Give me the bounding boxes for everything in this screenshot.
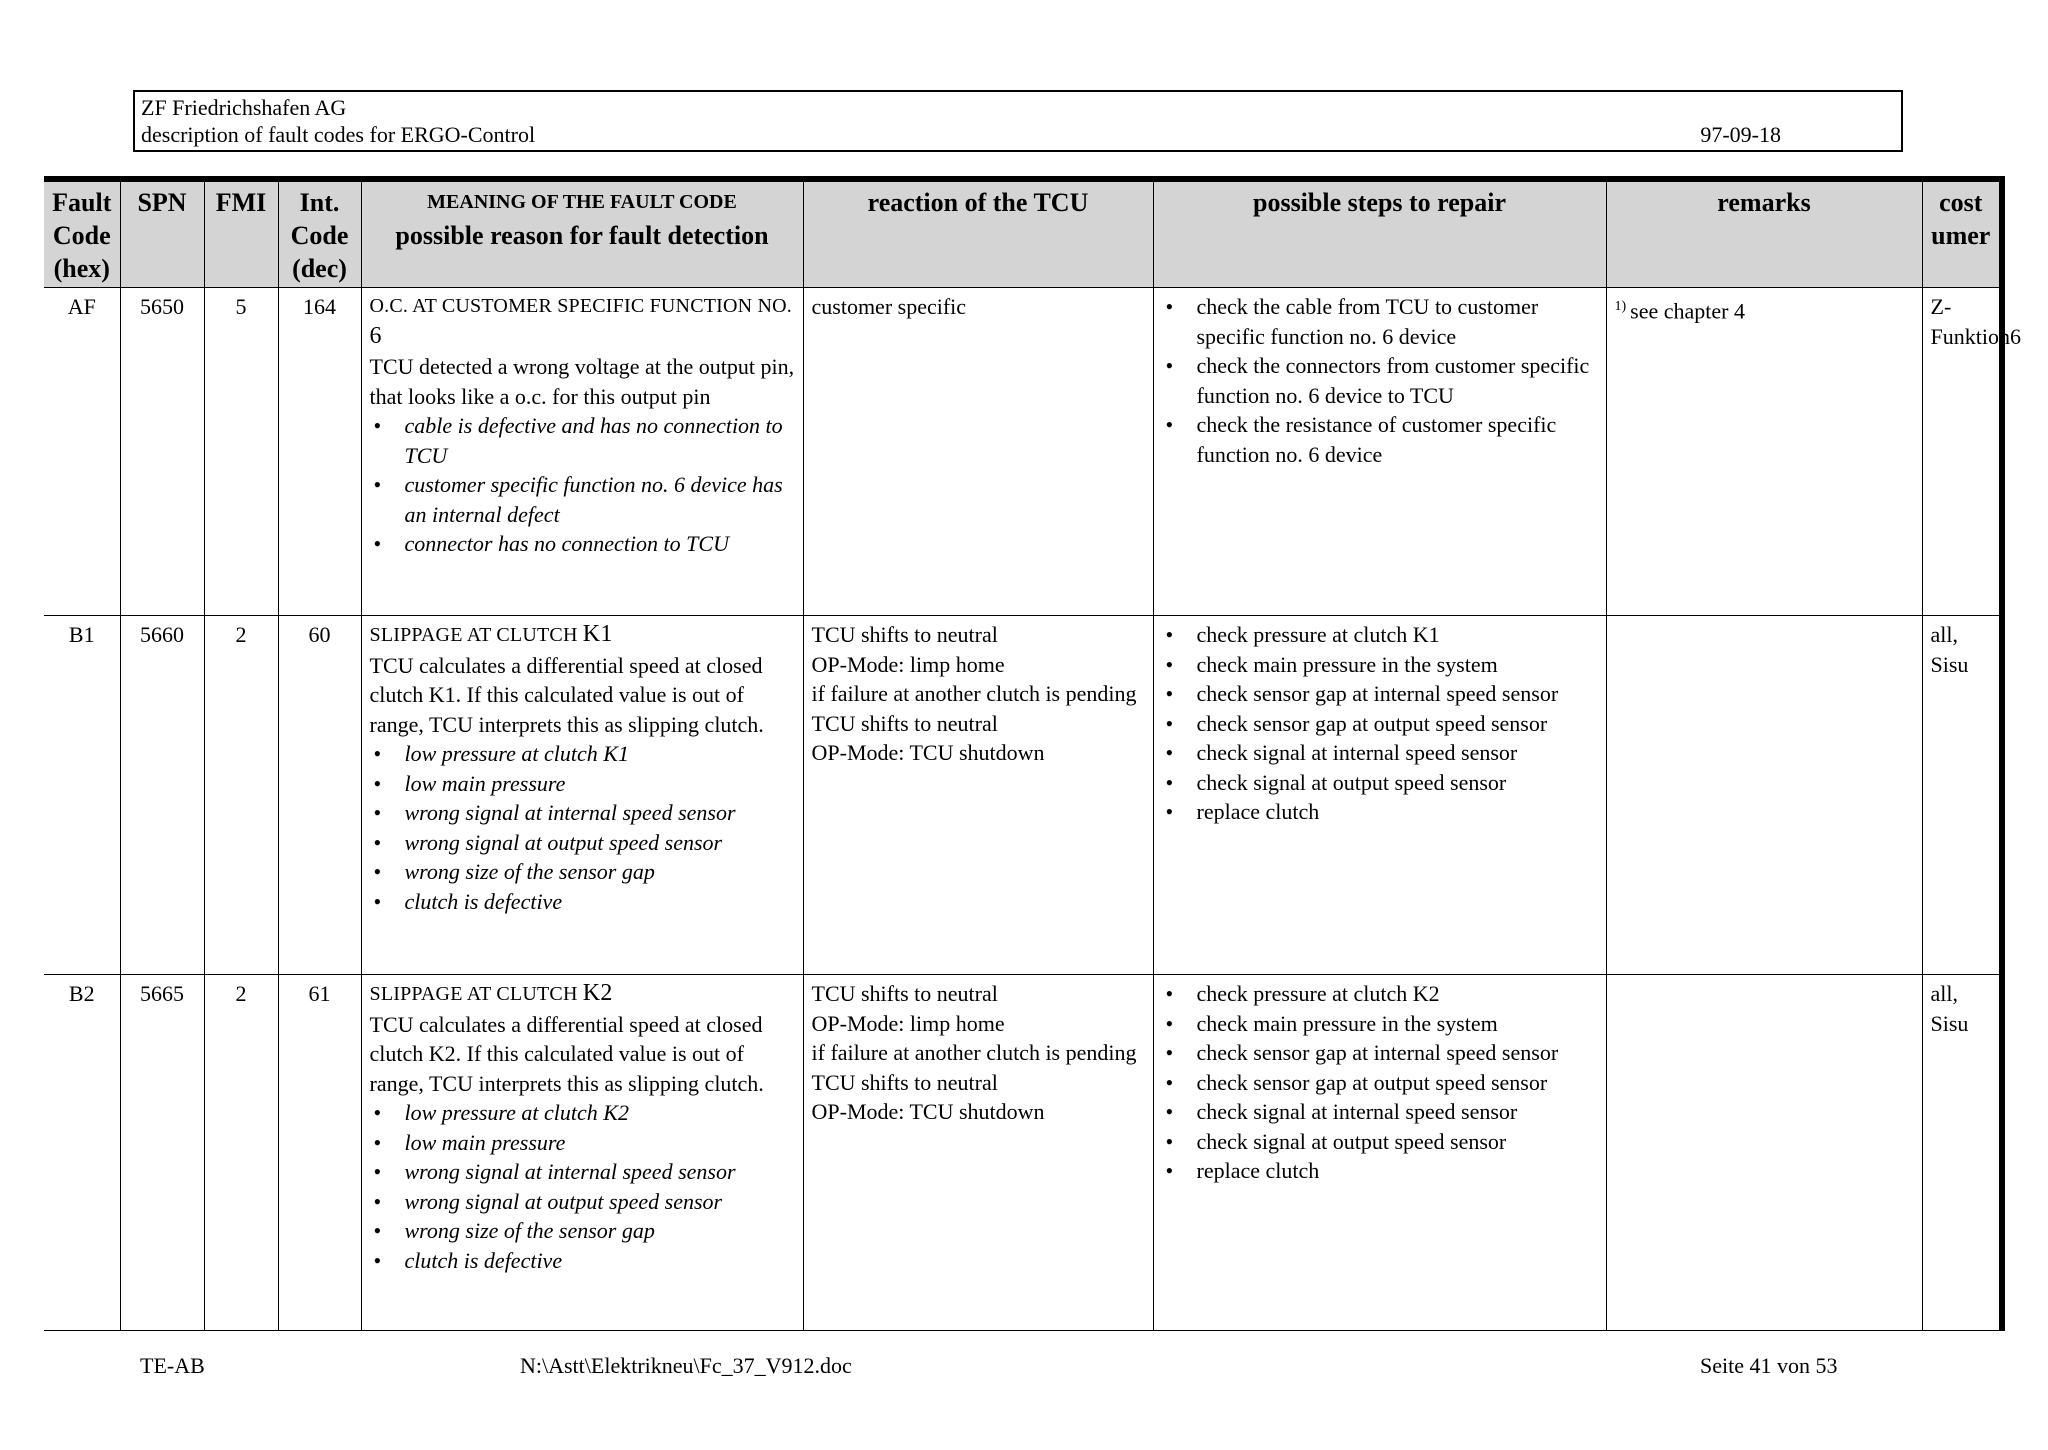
repair-step-item: • check main pressure in the system (1162, 1009, 1598, 1039)
footer-page-number: Seite 41 von 53 (1700, 1353, 1838, 1378)
cause-item: • wrong signal at output speed sensor (370, 1187, 795, 1217)
reaction-line: OP-Mode: limp home (811, 1010, 1005, 1036)
remarks-cell (1606, 288, 1922, 616)
repair-step-item: • check main pressure in the system (1162, 650, 1598, 680)
repair-step-item: • check pressure at clutch K1 (1162, 620, 1598, 650)
cause-item: • customer specific function no. 6 device has an internal defect (370, 470, 795, 529)
meaning-cell (361, 288, 803, 616)
reaction-cell (803, 288, 1153, 616)
repair-step-list (1162, 979, 1598, 1186)
header-meaning-bottom: possible reason for fault detection (395, 221, 769, 250)
reaction-line: if failure at another clutch is pending (811, 681, 1137, 706)
reaction-line: OP-Mode: limp home (811, 651, 1005, 677)
repair-cell (1153, 288, 1606, 616)
customer-cell: all, Sisu (1922, 616, 2002, 975)
reaction-line: TCU shifts to neutral (811, 981, 998, 1006)
reaction-line: TCU shifts to neutral (811, 1069, 998, 1095)
cause-item: • clutch is defective (370, 1246, 795, 1276)
cause-list (370, 411, 795, 559)
reaction-line: if failure at another clutch is pending (811, 1040, 1137, 1065)
repair-step-item: • check sensor gap at output speed sensor (1162, 709, 1598, 739)
repair-step-item: • check signal at output speed sensor (1162, 768, 1598, 798)
header-fault-code: Fault Code (hex) (44, 179, 120, 288)
fault-code-table (44, 176, 2021, 1331)
repair-step-item: • check the cable from TCU to customer specific function no. 6 device (1162, 292, 1598, 351)
customer-cell: all, Sisu (1922, 975, 2002, 1331)
fmi-cell: 2 (204, 616, 278, 975)
cause-item: • wrong signal at internal speed sensor (370, 798, 795, 828)
fault-description: TCU detected a wrong voltage at the output pin, that looks like a o.c. for this output pin (369, 354, 795, 409)
repair-step-item: • check the resistance of customer specific function no. 6 device (1162, 410, 1598, 469)
cause-item: • connector has no connection to TCU (370, 529, 795, 559)
reaction-line: TCU shifts to neutral (811, 710, 998, 736)
header-int-code: Int. Code (dec) (278, 179, 361, 288)
header-reaction: reaction of the TCU (803, 179, 1153, 288)
fault-description: TCU calculates a differential speed at closed clutch K2. If this calculated value is out of range, TCU interprets this as slipping clutch. (369, 1011, 764, 1096)
repair-cell (1153, 616, 1606, 975)
table-body (44, 288, 2021, 1331)
document-description: description of fault codes for ERGO-Control (141, 122, 536, 147)
fault-code-cell: B2 (44, 975, 120, 1331)
int-code-cell: 60 (278, 616, 361, 975)
header-spn: SPN (120, 179, 204, 288)
reaction-line: TCU shifts to neutral (811, 622, 998, 647)
cause-item: • low main pressure (370, 1128, 795, 1158)
header-fmi: FMI (204, 179, 278, 288)
header-remarks: remarks (1606, 179, 1922, 288)
cause-item: • low pressure at clutch K2 (370, 1098, 795, 1128)
fault-title (370, 292, 795, 352)
cause-item: • low main pressure (370, 769, 795, 799)
footer-department: TE-AB (140, 1353, 205, 1378)
repair-step-item: • check signal at internal speed sensor (1162, 738, 1598, 768)
cause-item: • wrong size of the sensor gap (370, 1216, 795, 1246)
repair-step-item: • check sensor gap at internal speed sensor (1162, 1038, 1598, 1068)
cause-item: • clutch is defective (370, 887, 795, 917)
repair-step-item: • check signal at internal speed sensor (1162, 1097, 1598, 1127)
reaction-line: OP-Mode: TCU shutdown (811, 1099, 1045, 1124)
table-row (44, 616, 2002, 975)
repair-step-list (1162, 620, 1598, 827)
repair-cell (1153, 975, 1606, 1331)
remarks-cell (1606, 616, 1922, 975)
repair-step-item: • check the connectors from customer specific function no. 6 device to TCU (1162, 351, 1598, 410)
fmi-cell: 5 (204, 288, 278, 616)
meaning-cell (361, 975, 803, 1331)
cause-list (370, 739, 795, 916)
cause-item: • cable is defective and has no connection to TCU (370, 411, 795, 470)
customer-cell: Z-Funktion6 (1922, 288, 2002, 616)
fault-title-number: K1 (582, 621, 613, 647)
repair-step-list (1162, 292, 1598, 469)
company-name: ZF Friedrichshafen AG (141, 95, 347, 120)
header-meaning-top: MEANING OF THE FAULT CODE (427, 191, 737, 213)
cause-item: • wrong signal at output speed sensor (370, 828, 795, 858)
table-row (44, 288, 2002, 616)
fault-title-number: 6 (369, 322, 382, 349)
repair-step-item: • replace clutch (1162, 797, 1598, 827)
header-customer: cost umer (1922, 179, 2002, 288)
int-code-cell: 61 (278, 975, 361, 1331)
fault-title-text: O.C. AT CUSTOMER SPECIFIC FUNCTION NO. (369, 295, 792, 317)
remarks-text: see chapter 4 (1630, 298, 1745, 324)
repair-step-item: • check sensor gap at internal speed sensor (1162, 679, 1598, 709)
fault-code-cell: B1 (44, 616, 120, 975)
fault-description: TCU calculates a differential speed at closed clutch K1. If this calculated value is out of range, TCU interprets this as slipping clutch. (369, 652, 764, 737)
fault-title-number: K2 (582, 980, 613, 1006)
spn-cell: 5665 (120, 975, 204, 1331)
repair-step-item: • check pressure at clutch K2 (1162, 979, 1598, 1009)
remarks-cell (1606, 975, 1922, 1331)
spn-cell: 5660 (120, 616, 204, 975)
repair-step-item: • check signal at output speed sensor (1162, 1127, 1598, 1157)
cause-item: • wrong size of the sensor gap (370, 857, 795, 887)
table-row (44, 975, 2002, 1331)
reaction-line: customer specific (811, 294, 967, 319)
document-date: 97-09-18 (1700, 122, 1781, 147)
cause-list (370, 1098, 795, 1275)
fault-title (370, 620, 795, 651)
document-header (133, 90, 1903, 152)
fault-title-text: SLIPPAGE AT CLUTCH (369, 624, 583, 646)
repair-step-item: • replace clutch (1162, 1156, 1598, 1186)
repair-step-item: • check sensor gap at output speed sensor (1162, 1068, 1598, 1098)
int-code-cell: 164 (278, 288, 361, 616)
table-header-row (44, 179, 2002, 288)
fault-title (370, 979, 795, 1010)
remarks-footnote: 1) (1614, 299, 1627, 314)
meaning-cell (361, 616, 803, 975)
cause-item: • low pressure at clutch K1 (370, 739, 795, 769)
footer-file-path: N:\Astt\Elektrikneu\Fc_37_V912.doc (520, 1353, 852, 1378)
fmi-cell: 2 (204, 975, 278, 1331)
header-repair: possible steps to repair (1153, 179, 1606, 288)
header-meaning (361, 179, 803, 288)
spn-cell: 5650 (120, 288, 204, 616)
cause-item: • wrong signal at internal speed sensor (370, 1157, 795, 1187)
fault-title-text: SLIPPAGE AT CLUTCH (369, 983, 583, 1005)
reaction-line: OP-Mode: TCU shutdown (811, 740, 1045, 765)
reaction-cell (803, 616, 1153, 975)
fault-code-cell: AF (44, 288, 120, 616)
reaction-cell (803, 975, 1153, 1331)
